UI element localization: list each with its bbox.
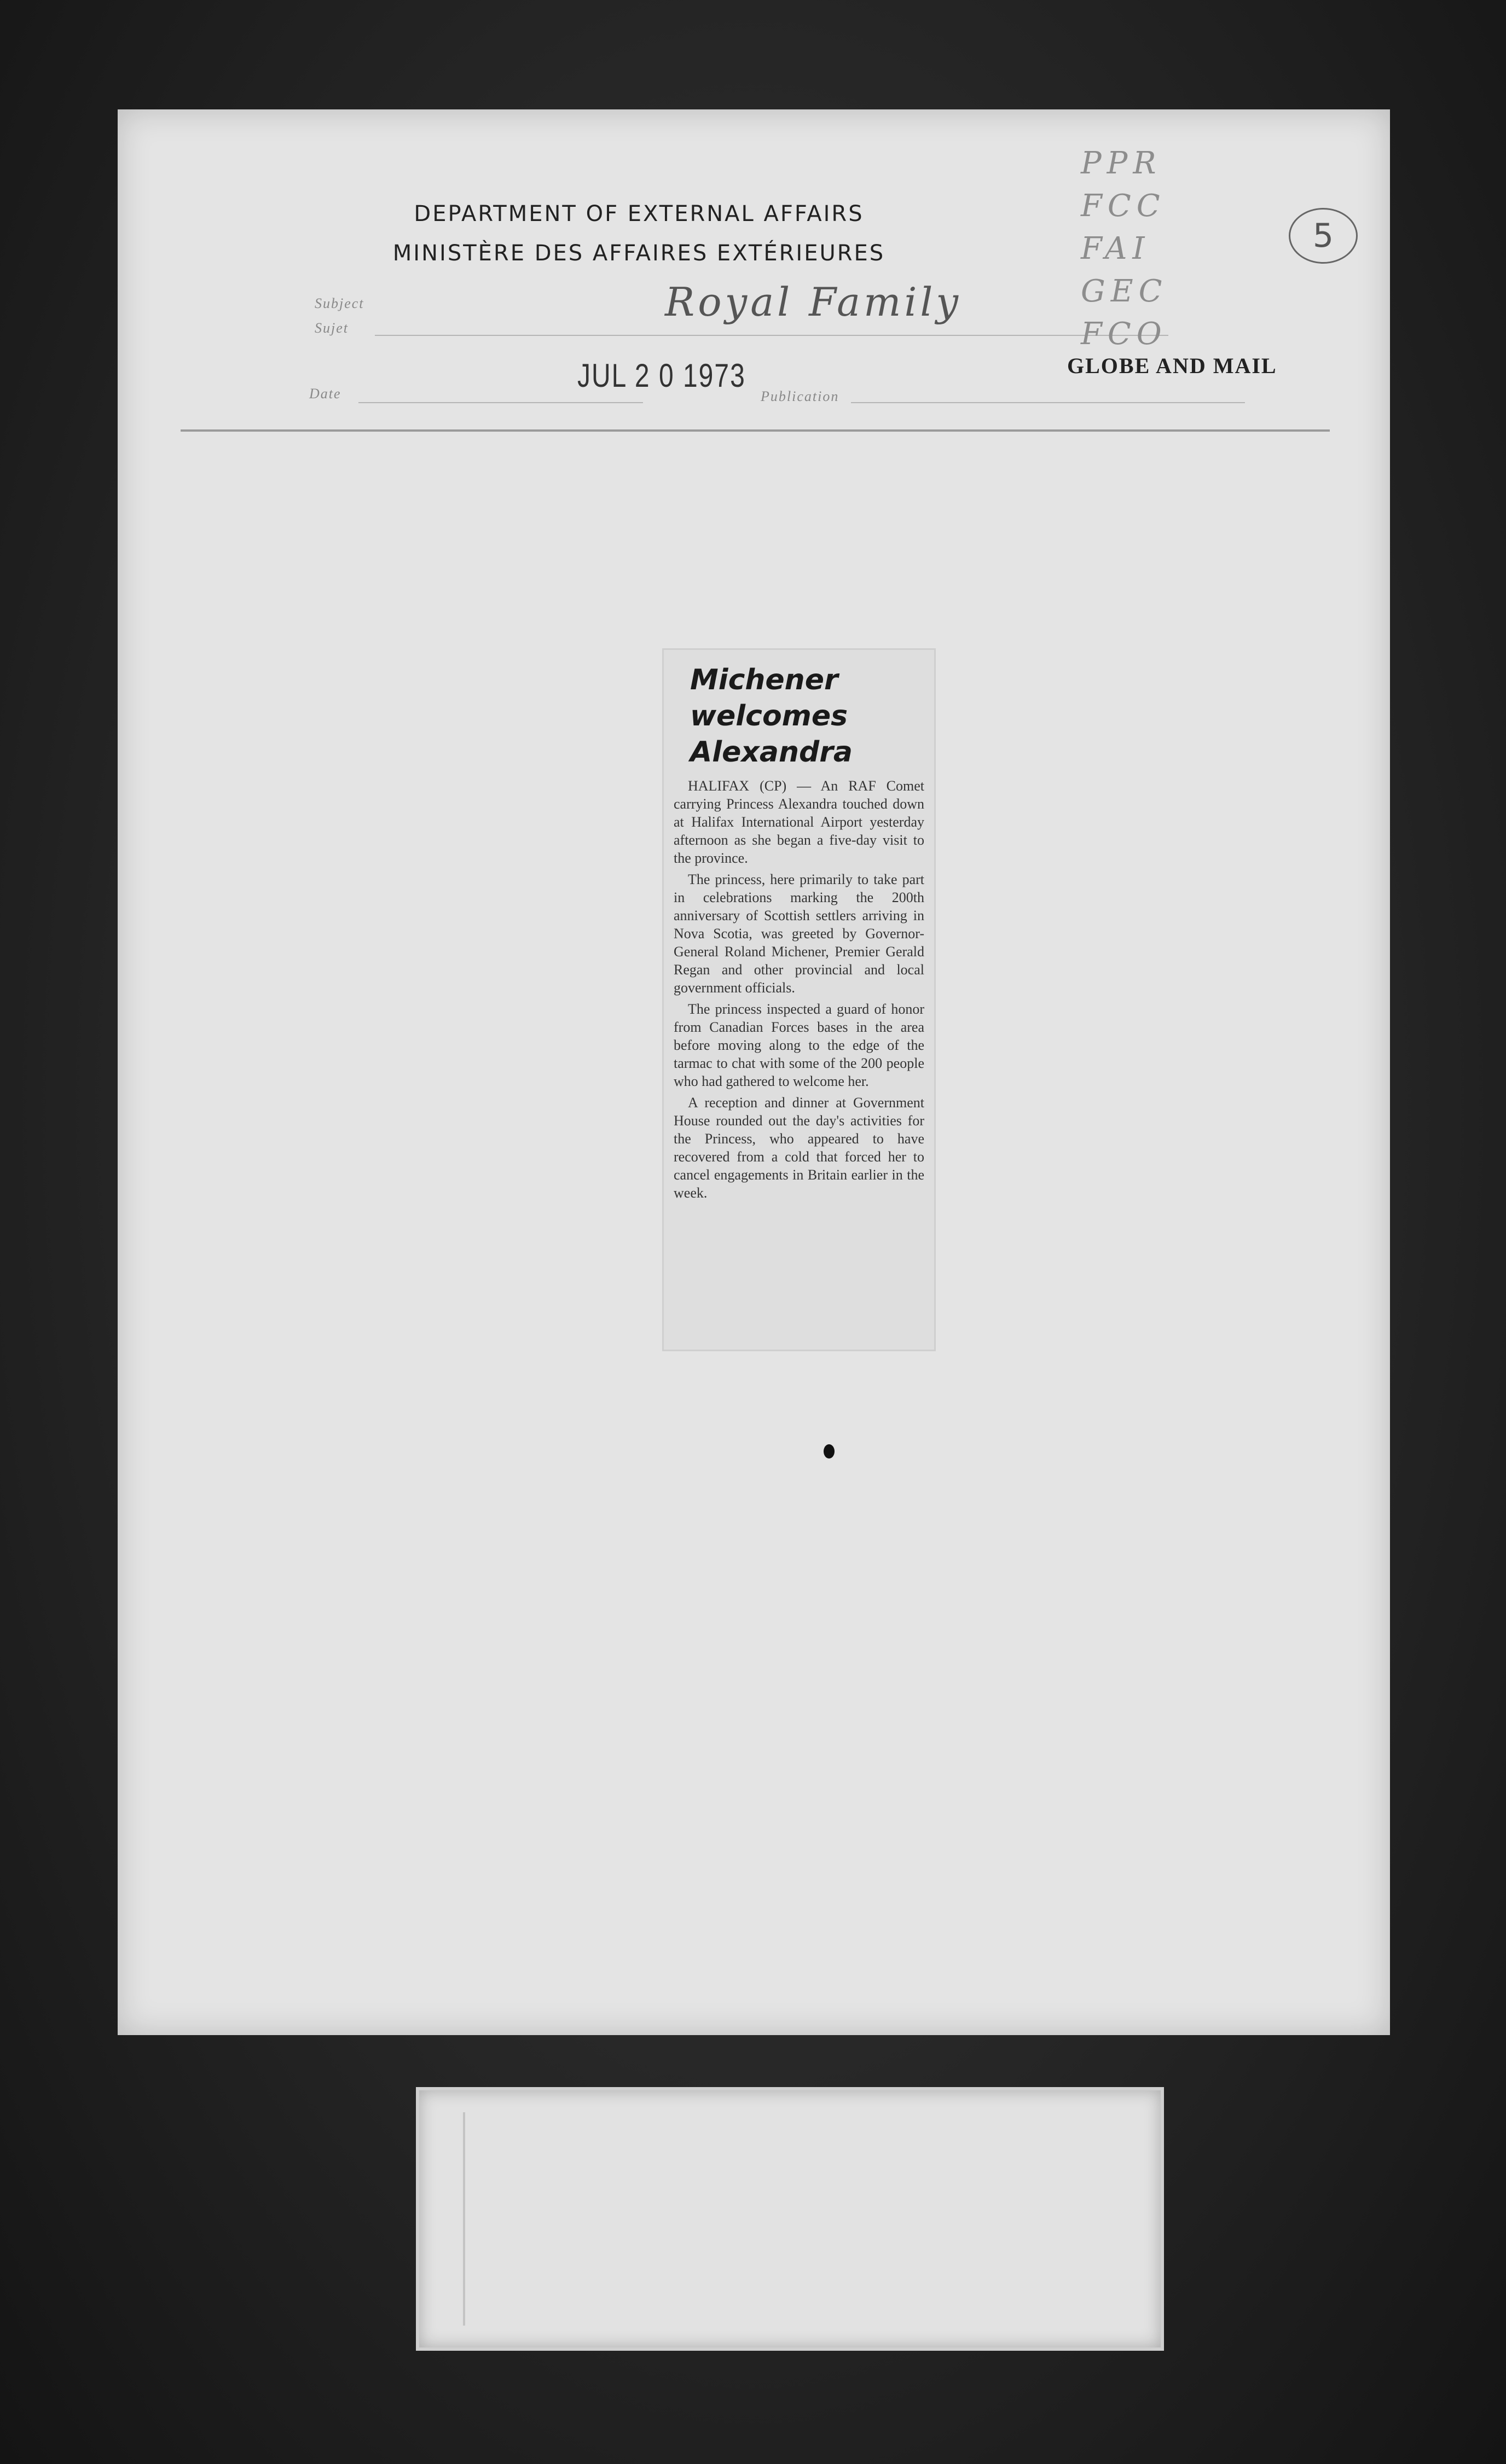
clipping-headline: [690, 662, 924, 770]
ink-speck: [824, 1444, 835, 1458]
document-page: [118, 109, 1390, 2035]
margin-note: FCC: [1081, 188, 1166, 224]
date-stamp: JUL 2 0 1973: [577, 358, 746, 394]
margin-notes: [1081, 142, 1311, 356]
margin-note: GEC: [1081, 274, 1168, 309]
header-divider: [181, 429, 1330, 432]
circled-page-number: 5: [1289, 208, 1358, 264]
publication-line: [851, 402, 1245, 403]
clipping-paragraph: The princess, here primarily to take part in celebrations marking the 200th anniversary of Scottish settlers arriving in Nova Scotia, was greeted by Governor-General Roland Michener, Premier Gerald Regan and other provincial and local government officials.: [674, 871, 924, 996]
clipping-paragraph: HALIFAX (CP) — An RAF Comet carrying Princess Alexandra touched down at Halifax International Airport yesterday afternoon as she began a five-day visit to the province.: [674, 778, 924, 866]
headline-line: Alexandra: [690, 736, 853, 769]
card-edge: [463, 2112, 465, 2326]
clipping-body: [674, 777, 924, 1202]
subject-label-fr: Sujet: [315, 320, 349, 336]
date-line: [358, 402, 643, 403]
margin-note: PPR: [1081, 146, 1162, 181]
subject-label-en: Subject: [315, 295, 364, 311]
margin-note: FAI: [1081, 231, 1150, 266]
publication-value: GLOBE AND MAIL: [1067, 353, 1277, 378]
publication-label: Publication: [761, 388, 839, 404]
subject-value: Royal Family: [665, 279, 962, 325]
newspaper-clipping: [662, 648, 936, 1351]
date-label: Date: [309, 386, 341, 402]
clipping-paragraph: A reception and dinner at Government House rounded out the day's activities for the Princess, who appeared to have recovered from a cold that forced her to cancel engagements in Britain earlier in the week.: [674, 1095, 924, 1201]
headline-line: Michener: [690, 664, 838, 696]
clipping-paragraph: The princess inspected a guard of honor from Canadian Forces bases in the area before moving along to the edge of the tarmac to chat with some of the 200 people who had gathered to welcome her.: [674, 1001, 924, 1089]
headline-line: welcomes: [690, 700, 848, 733]
subject-line: [375, 335, 1168, 336]
department-heading-en: DEPARTMENT OF EXTERNAL AFFAIRS: [414, 201, 864, 226]
department-heading-fr: MINISTÈRE DES AFFAIRES EXTÉRIEURES: [392, 241, 885, 266]
margin-note: FCO: [1081, 316, 1167, 352]
blank-card: [416, 2087, 1164, 2351]
